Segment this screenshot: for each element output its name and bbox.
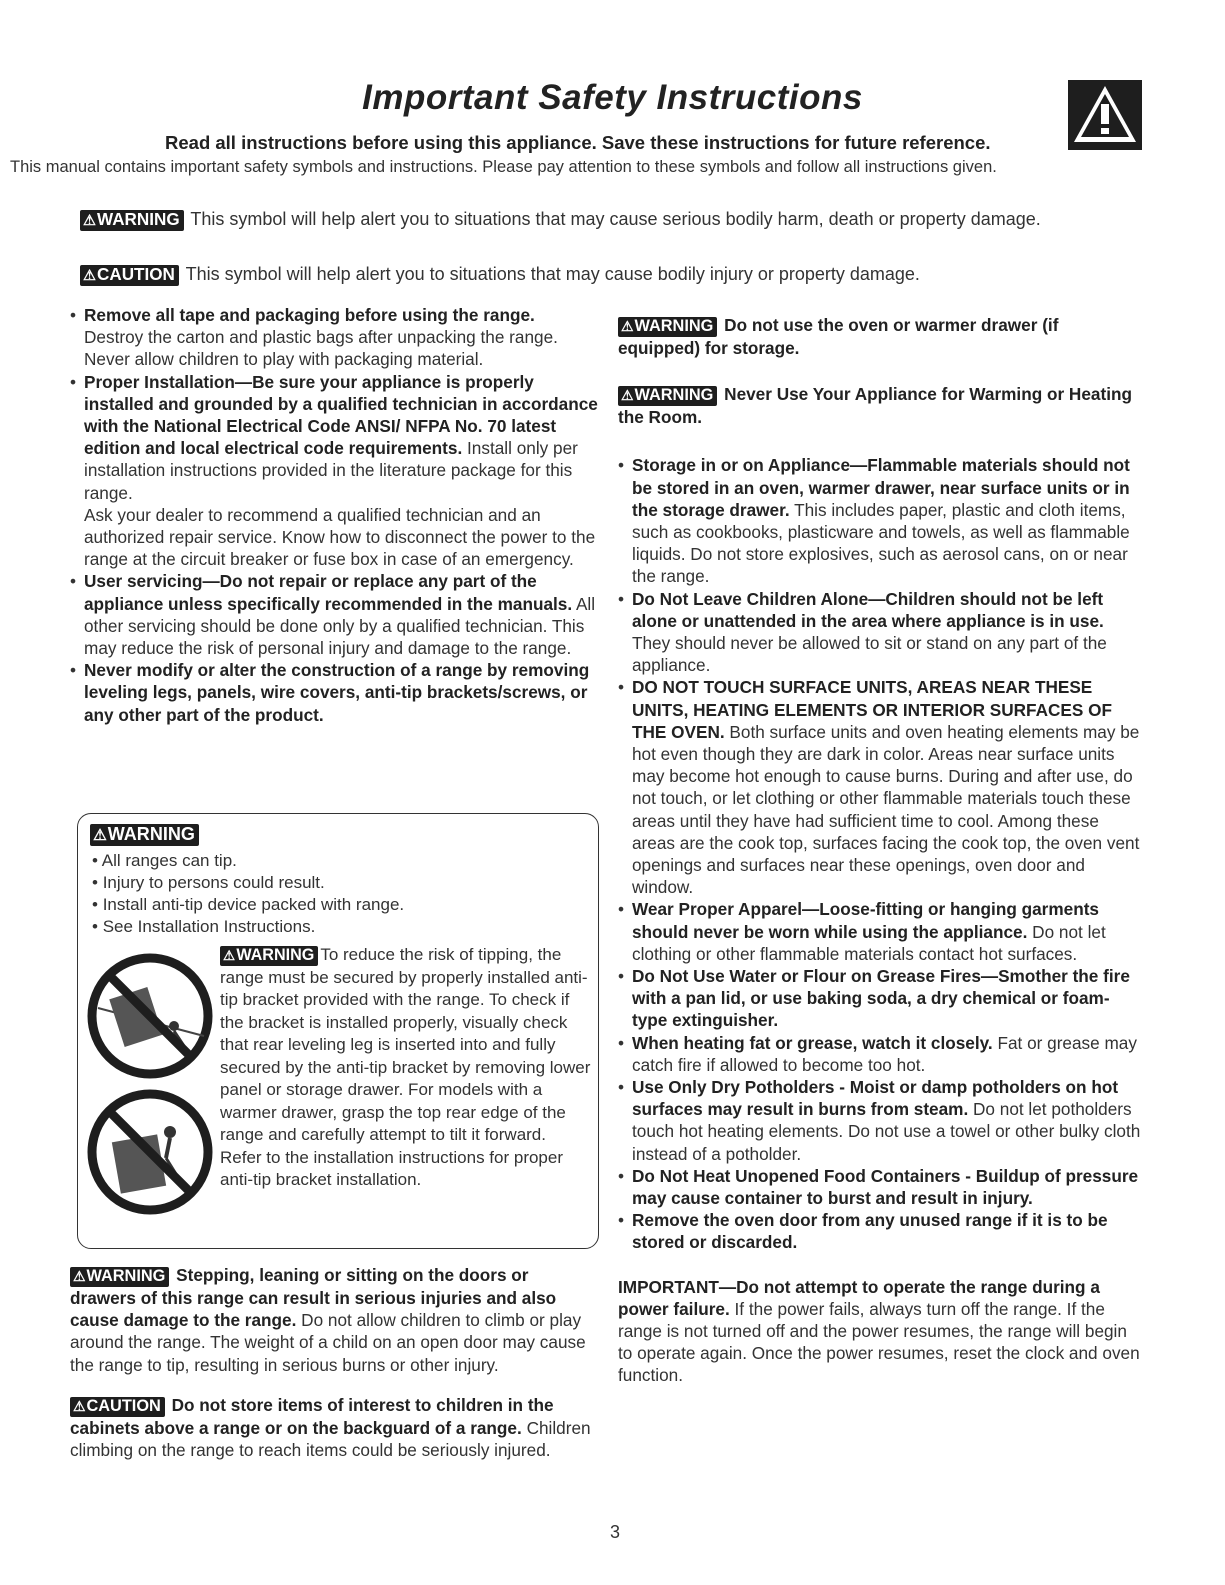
warning-triangle-icon: ⚠ [73, 1397, 86, 1414]
list-item: • Remove all tape and packaging before using the range. Destroy the carton and plastic bags after unpacking the range. Never allow children to play with packaging material. [70, 305, 558, 370]
item-text: Do not let clothing or other flammable materials contact hot surfaces. [632, 921, 1106, 964]
caution-definition [80, 264, 920, 286]
list-item: • Never modify or alter the construction of a range by removing leveling legs, panels, wire covers, anti-tip brackets/screws, or any other part of the product. [70, 660, 590, 725]
caution-heading: Do not store items of interest to children in the cabinets above a range or on the backguard of a range. [70, 1394, 554, 1438]
left-column-upper [70, 304, 598, 726]
intro-text: This manual contains important safety symbols and instructions. Please pay attention to these symbols and follow all instructions given. [10, 158, 997, 176]
list-item: • User servicing—Do not repair or replace any part of the appliance unless specifically recommended in the manuals. All other servicing should be done only by a qualified technician. This may reduce the risk of personal injury and damage to the range. [70, 571, 596, 659]
caution-definition-text: This symbol will help alert you to situations that may cause bodily injury or property damage. [185, 264, 920, 284]
badge-label: CAUTION [97, 265, 175, 284]
item-heading: Never modify or alter the construction of a range by removing leveling legs, panels, wire covers, anti-tip brackets/screws, or any other part of the product. [84, 660, 590, 725]
item-text: Ask your dealer to recommend a qualified technician and an authorized repair service. Know how to disconnect the power to the range at the circuit breaker or fuse box in case of an emergency. [84, 504, 596, 570]
cabinet-caution [70, 1394, 598, 1461]
warning-triangle-icon: ⚠ [223, 948, 236, 963]
list-item: • Do Not Heat Unopened Food Containers - Buildup of pressure may cause container to burst and result in injury. [618, 1165, 1139, 1209]
list-item: • All ranges can tip. [92, 851, 237, 870]
item-heading: Use Only Dry Potholders - Moist or damp potholders on hot surfaces may result in burns from steam. [632, 1077, 1119, 1120]
badge-label: WARNING [634, 386, 714, 405]
item-heading: Do Not Heat Unopened Food Containers - Buildup of pressure may cause container to burst and result in injury. [632, 1165, 1139, 1209]
list-item: • When heating fat or grease, watch it closely. Fat or grease may catch fire if allowed to become too hot. [618, 1032, 1137, 1075]
item-text: Do not let potholders touch hot heating elements. Do not use a towel or other bulky cloth instead of a potholder. [632, 1099, 1141, 1164]
caution-badge [70, 1397, 165, 1417]
list-item: • Do Not Use Water or Flour on Grease Fires—Smother the fire with a pan lid, or use baking soda, a dry chemical or foam-type extinguisher. [618, 966, 1130, 1031]
list-item: • See Installation Instructions. [92, 917, 316, 936]
page-number: 3 [609, 1522, 620, 1542]
item-heading: Storage in or on Appliance—Flammable materials should not be stored in an oven, warmer drawer, near surface units or in the storage drawer. [632, 455, 1130, 520]
warning-heading: Never Use Your Appliance for Warming or Heating the Room. [618, 384, 1132, 428]
item-heading: Proper Installation—Be sure your appliance is properly installed and grounded by a qualified technician in accordance with the National Electrical Code ANSI/ NFPA No. 70 latest edition and local electrical code requirements. [84, 371, 598, 459]
warning-triangle-icon: ⚠ [621, 318, 634, 334]
item-heading: Remove all tape and packaging before using the range. [84, 305, 535, 325]
right-column [618, 314, 1141, 1387]
list-item: • DO NOT TOUCH SURFACE UNITS, AREAS NEAR THESE UNITS, HEATING ELEMENTS OR INTERIOR SURFACES OF THE OVEN. Both surface units and oven heating elements may be hot even though they are dark in color. Areas near surface units may become hot enough to cause burns. During and after use, do not touch, or let clothing or other flammable materials touch these areas until they have had sufficient time to cool. Among these areas are the cook top, surfaces facing the cook top, the oven vent openings and surfaces near these openings, oven door and window. [618, 677, 1140, 898]
item-text: Install only per installation instructions provided in the literature package for this range. [84, 438, 578, 503]
list-item: • Do Not Leave Children Alone—Children should not be left alone or unattended in the area where appliance is in use. They should never be allowed to sit or stand on any part of the appliance. [618, 588, 1107, 676]
item-heading: Do Not Use Water or Flour on Grease Fires—Smother the fire with a pan lid, or use baking soda, a dry chemical or foam-type extinguisher. [632, 966, 1130, 1031]
list-item: • Proper Installation—Be sure your appliance is properly installed and grounded by a qualified technician in accordance with the National Electrical Code ANSI/ NFPA No. 70 latest edition and local electrical code requirements. Install only per installation instructions provided in the literature package for this range. [70, 371, 598, 503]
item-heading: Do Not Leave Children Alone—Children should not be left alone or unattended in the area where appliance is in use. [632, 588, 1104, 631]
warning-definition [80, 209, 1041, 231]
warning-heading: Stepping, leaning or sitting on the doors or drawers of this range can result in serious injuries and also cause damage to the range. [70, 1265, 557, 1331]
item-text: They should never be allowed to sit or stand on any part of the appliance. [632, 632, 1107, 676]
tip-over-list [92, 850, 404, 938]
power-failure-note [618, 1276, 1141, 1387]
list-item-text: Injury to persons could result. [102, 873, 325, 892]
child-on-door-prohibited-icon [86, 1088, 214, 1216]
item-text: All other servicing should be done only by a qualified technician. This may reduce the risk of personal injury and damage to the range. [84, 593, 596, 659]
item-heading: DO NOT TOUCH SURFACE UNITS, AREAS NEAR THESE UNITS, HEATING ELEMENTS OR INTERIOR SURFACES OF THE OVEN. [632, 677, 1112, 742]
badge-label: WARNING [634, 317, 714, 335]
list-item: • Install anti-tip device packed with range. [92, 895, 405, 914]
stepping-warning [70, 1264, 598, 1376]
note-text: If the power fails, always turn off the range. If the range is not turned off and the power resumes, the range will begin to operate again. Once the power resumes, reset the clock and oven function. [618, 1298, 1140, 1386]
badge-label: WARNING [236, 946, 315, 964]
caution-text: Children climbing on the range to reach items could be seriously injured. [70, 1417, 591, 1460]
box-warning-header [90, 824, 201, 846]
warning-badge [618, 386, 717, 406]
note-heading: IMPORTANT—Do not attempt to operate the range during a power failure. [618, 1276, 1100, 1319]
warning-triangle-icon: ⚠ [83, 268, 97, 284]
warning-badge [220, 946, 318, 966]
warning-badge [618, 317, 717, 337]
item-text: Destroy the carton and plastic bags after unpacking the range. Never allow children to play with packaging material. [84, 327, 558, 370]
item-heading: When heating fat or grease, watch it closely. [632, 1032, 993, 1053]
page-subtitle: Read all instructions before using this appliance. Save these instructions for future reference. [165, 132, 991, 153]
warning-triangle-icon: ⚠ [73, 1268, 86, 1284]
warning-definition-text: This symbol will help alert you to situations that may cause serious bodily harm, death or property damage. [190, 209, 1041, 229]
badge-label: WARNING [107, 824, 195, 844]
list-item: • Remove the oven door from any unused range if it is to be stored or discarded. [618, 1210, 1108, 1253]
list-item-text: Install anti-tip device packed with range. [102, 895, 405, 914]
warning-badge [70, 1267, 169, 1287]
item-heading: Remove the oven door from any unused range if it is to be stored or discarded. [632, 1210, 1108, 1253]
anti-tip-instructions [220, 944, 592, 1192]
list-item: • Wear Proper Apparel—Loose-fitting or hanging garments should never be worn while using the appliance. Do not let clothing or other flammable materials contact hot surfaces. [618, 899, 1106, 964]
range-tipping-prohibited-icon [86, 952, 214, 1080]
badge-label: WARNING [86, 1267, 166, 1285]
left-column-lower [70, 1264, 598, 1461]
warning-text: Do not allow children to climb or play around the range. The weight of a child on an open door may cause the range to tip, resulting in serious burns or other injury. [70, 1310, 586, 1375]
oven-storage-warning [618, 314, 1141, 359]
list-item: • Use Only Dry Potholders - Moist or damp potholders on hot surfaces may result in burns from steam. Do not let potholders touch hot heating elements. Do not use a towel or other bulky cloth instead of a potholder. [618, 1077, 1141, 1164]
item-heading: Wear Proper Apparel—Loose-fitting or hanging garments should never be worn while using the appliance. [632, 899, 1099, 942]
warning-triangle-icon: ⚠ [621, 387, 634, 404]
warning-heading: Do not use the oven or warmer drawer (if equipped) for storage. [618, 315, 1059, 358]
warning-triangle-icon [1068, 80, 1142, 150]
list-item: • Injury to persons could result. [92, 873, 325, 892]
warning-badge [90, 824, 199, 846]
item-text: This includes paper, plastic and cloth items, such as cookbooks, plasticware and towels, as well as flammable liquids. Do not store explosives, such as aerosol cans, on or near the range. [632, 499, 1130, 587]
box-text: To reduce the risk of tipping, the range must be secured by properly installed anti-tip bracket provided with the range. To check if the bracket is installed properly, visually check that rear leveling leg is inserted into and fully secured by the anti-tip bracket by removing lower panel or storage drawer. For models with a warmer drawer, grasp the top rear edge of the range and carefully attempt to tilt it forward. Refer to the installation instructions for proper anti-tip bracket installation. [220, 945, 591, 1189]
warning-triangle-icon: ⚠ [83, 213, 97, 229]
item-heading: User servicing—Do not repair or replace any part of the appliance unless specifically recommended in the manuals. [84, 571, 573, 614]
warning-triangle-icon: ⚠ [93, 827, 107, 844]
badge-label: WARNING [97, 210, 180, 229]
list-item-text: See Installation Instructions. [102, 917, 316, 936]
item-text: Both surface units and oven heating elements may be hot even though they are dark in color. Areas near surface units may become hot enough to cause burns. During and after use, do not touch, or let clothing or other flammable materials touch these areas until they have had sufficient time to cool. Among these areas are the cook top, surfaces facing the cook top, the oven vent openings and surfaces near these openings, oven door and window. [632, 721, 1140, 898]
caution-badge [80, 265, 179, 286]
list-item-text: All ranges can tip. [101, 851, 237, 870]
item-text: Fat or grease may catch fire if allowed to become too hot. [632, 1032, 1137, 1075]
page-title: Important Safety Instructions [362, 78, 863, 117]
room-heating-warning [618, 383, 1141, 428]
badge-label: CAUTION [86, 1396, 161, 1415]
warning-badge [80, 210, 184, 231]
list-item: • Storage in or on Appliance—Flammable materials should not be stored in an oven, warmer drawer, near surface units or in the storage drawer. This includes paper, plastic and cloth items, such as cookbooks, plasticware and towels, as well as flammable liquids. Do not store explosives, such as aerosol cans, on or near the range. [618, 455, 1130, 587]
